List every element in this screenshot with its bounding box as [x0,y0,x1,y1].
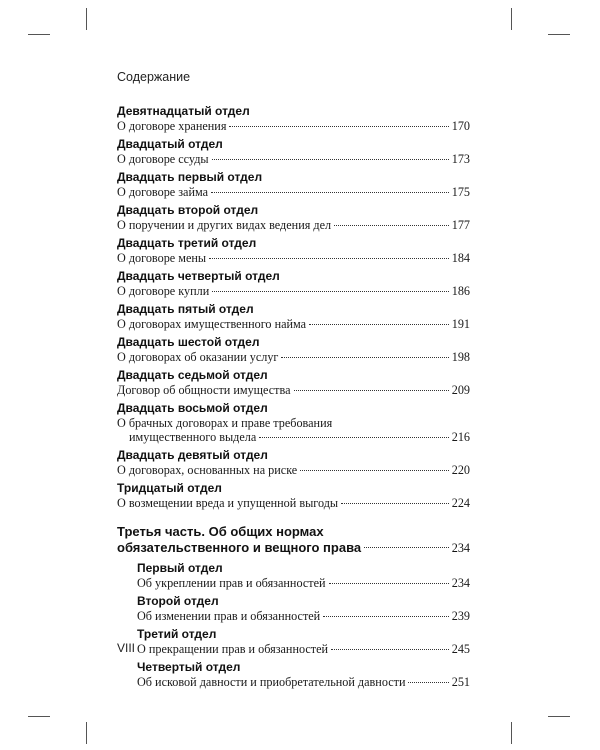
section-title: О договорах имущественного найма [117,317,307,331]
section-title-row [117,463,470,477]
section-title: О договоре мены [117,251,207,265]
crop-mark [86,722,87,744]
page-number: 209 [451,383,470,397]
dot-leader [309,324,449,325]
page-folio: VIII [117,641,136,655]
page-number: 170 [451,119,470,133]
toc-entry [117,269,470,298]
section-title-row [137,609,470,623]
part-title-line: Третья часть. Об общих нормах [117,524,324,539]
section-title-row [117,383,470,397]
section-heading: Третий отдел [137,627,217,641]
section-heading: Тридцатый отдел [117,481,222,495]
part-title-text: обязательственного и вещного права [117,540,362,555]
crop-mark [28,34,50,35]
dot-leader [341,503,449,504]
dot-leader [281,357,448,358]
dot-leader [331,649,449,650]
section-heading: Двадцать восьмой отдел [117,401,268,415]
section-title-row [117,251,470,265]
section-heading: Первый отдел [137,561,223,575]
section-title: О договоре займа [117,185,209,199]
section-title-row [137,576,470,590]
toc-entry [137,627,470,656]
section-title-row [117,185,470,199]
section-title: имущественного выдела [129,430,257,444]
dot-leader [259,437,448,438]
section-title: О поручении и других видах ведения дел [117,218,332,232]
toc-entry [137,660,470,689]
section-title-row [137,642,470,656]
dot-leader [300,470,449,471]
crop-mark [511,8,512,30]
section-title: Об исковой давности и приобретательной давности [137,675,406,689]
section-heading: Двадцать шестой отдел [117,335,260,349]
section-heading: Второй отдел [137,594,219,608]
toc-entry [117,335,470,364]
toc-entry [137,561,470,590]
dot-leader [211,192,449,193]
part-title [117,524,470,556]
crop-mark [548,34,570,35]
section-heading: Двадцать второй отдел [117,203,259,217]
dot-leader [323,616,449,617]
section-title-row [117,119,470,133]
page-number: 239 [451,609,470,623]
section-title: О договоре ссуды [117,152,209,166]
crop-mark [548,716,570,717]
section-heading: Двадцать девятый отдел [117,448,268,462]
toc-entry [117,448,470,477]
part-sections [137,561,470,689]
section-title: Об изменении прав и обязанностей [137,609,321,623]
dot-leader [364,547,449,548]
toc-entry [117,302,470,331]
dot-leader [212,291,449,292]
page-number: 216 [451,430,470,444]
toc-entry [117,481,470,510]
section-title-row [117,152,470,166]
page-number: 184 [451,251,470,265]
section-title: О договорах об оказании услуг [117,350,279,364]
dot-leader [334,225,449,226]
section-title-row [117,284,470,298]
running-head: Содержание [117,70,191,84]
part-title-line-with-page [117,540,470,556]
section-title: Договор об общности имущества [117,383,291,397]
page-number: 191 [451,317,470,331]
toc-part [117,524,470,689]
section-heading: Двадцать пятый отдел [117,302,254,316]
page-number: 251 [451,675,470,689]
dot-leader [329,583,449,584]
section-heading: Двадцать первый отдел [117,170,263,184]
toc-entry [117,137,470,166]
crop-mark [28,716,50,717]
dot-leader [294,390,449,391]
toc-sections [117,104,470,510]
section-title-row [117,350,470,364]
page-number: 198 [451,350,470,364]
page-number: 234 [451,576,470,590]
section-heading: Двадцать третий отдел [117,236,257,250]
page-number: 234 [451,541,470,555]
section-title-row [117,430,470,444]
toc-entry [117,203,470,232]
section-title-line: О брачных договорах и праве требования [117,416,333,430]
section-title-row [117,317,470,331]
dot-leader [229,126,448,127]
section-title-row [137,675,470,689]
section-title: Об укреплении прав и обязанностей [137,576,326,590]
toc-entry [117,401,470,444]
crop-mark [511,722,512,744]
page-number: 220 [451,463,470,477]
section-title: О договоре купли [117,284,210,298]
toc-entry [117,170,470,199]
section-heading: Двадцать четвертый отдел [117,269,280,283]
dot-leader [408,682,448,683]
page-number: 177 [451,218,470,232]
page-number: 245 [451,642,470,656]
page-number: 224 [451,496,470,510]
toc-entry [117,236,470,265]
section-title-row [117,496,470,510]
section-title: О возмещении вреда и упущенной выгоды [117,496,339,510]
page-number: 173 [451,152,470,166]
page-number: 175 [451,185,470,199]
section-title: О прекращении прав и обязанностей [137,642,329,656]
section-heading: Двадцать седьмой отдел [117,368,268,382]
section-title-row [117,218,470,232]
crop-mark [86,8,87,30]
section-heading: Двадцатый отдел [117,137,223,151]
toc-entry [137,594,470,623]
section-title: О договорах, основанных на риске [117,463,298,477]
dot-leader [212,159,449,160]
section-heading: Четвертый отдел [137,660,241,674]
dot-leader [209,258,449,259]
page-number: 186 [451,284,470,298]
section-title: О договоре хранения [117,119,227,133]
table-of-contents [117,104,470,693]
section-heading: Девятнадцатый отдел [117,104,250,118]
toc-entry [117,368,470,397]
toc-entry [117,104,470,133]
